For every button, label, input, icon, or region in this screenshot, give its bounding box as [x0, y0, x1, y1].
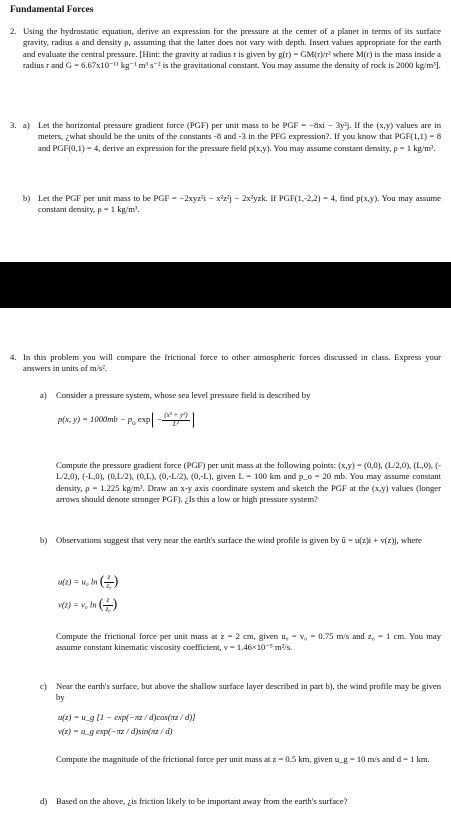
q4a-eq-denominator: L²	[172, 419, 179, 428]
q4b-eq1-den: z₀	[106, 581, 112, 590]
q2-number: 2.	[10, 26, 17, 36]
q4a-text: Compute the pressure gradient force (PGF) per unit mass at the following points: (x,y) = (0,0), (L/2,0), (L,0), (-L/2,0), (-L,0), (0,L/2), (0,L), (0,-L/2), (0,-L), given L = 100 km and p_o = 20 mb. You may assume constant density, ρ = 1.225 kg/m³. Draw an x-y axis coordinate system and sketch the PGF at the (x,y) values (longer arrows should denote stronger PGF). ¿Is this a low or high pressure system?	[56, 460, 441, 505]
q4b-text: Compute the frictional force per unit mass at z = 2 cm, given u₀ = v₀ = 0.75 m/s and z₀ = 1 cm. You may assume constant kinematic viscosity coefficient, ν = 1.46×10⁻⁵ m²/s.	[56, 631, 441, 653]
q2-text: Using the hydrostatic equation, derive an expression for the pressure at the center of a planet in terms of its surface gravity, radius a and density ρ, assuming that the latter does not vary with depth. Insert values appropriate for the earth and evaluate the central pressure. [Hint: the gravity at radius r is given by g(r) = GM(r)/r² where M(r) is the mass inside a radius r and G = 6.67x10⁻¹¹ kg⁻¹ m³ s⁻² is the gravitational constant. You may assume the density of rock is 2000 kg/m³].	[23, 26, 441, 71]
q4b-v-equation: v(z) = v₀ ln ( $\frac{z}{\text{z₀}}$ )	[58, 596, 118, 613]
q4-number: 4.	[10, 352, 17, 362]
q4a-eq-bracket: − $\frac{\text{(x² + y²)}}{\text{L²}}$	[152, 412, 193, 428]
q4b-eq1-lhs: u(z) = u₀ ln	[58, 576, 98, 587]
q4a-intro: Consider a pressure system, whose sea level pressure field is described by	[56, 390, 311, 400]
black-separator-band	[0, 262, 451, 308]
q4d-text: Based on the above, ¿is friction likely to be important away from the earth's surface?	[56, 796, 348, 806]
q3a-label: a)	[23, 120, 30, 130]
q4a-eq-numerator: (x² + y²)	[164, 411, 188, 419]
q4b-label: b)	[40, 535, 48, 545]
q4b-eq2-den: z₀	[105, 604, 111, 613]
problems-section-upper	[0, 0, 451, 262]
q4-intro: In this problem you will compare the frictional force to other atmospheric forces discussed in class. Express your answers in units of m/s².	[23, 352, 441, 374]
q4b-eq1-fraction	[104, 574, 113, 590]
q4a-eq-fraction	[162, 412, 189, 428]
q4b-eq1-num: z	[104, 574, 113, 583]
q4b-eq2-fraction	[103, 597, 112, 613]
q4a-label: a)	[40, 390, 47, 400]
q4c-v-equation: v(z) = u_g exp(−πz / d)sin(πz / d)	[58, 726, 173, 736]
q4c-u-equation: u(z) = u_g [1 − exp(−πz / d)cos(πz / d)]	[58, 712, 196, 722]
q4b-u-equation: u(z) = u₀ ln ( $\frac{z}{\text{z₀}}$ )	[58, 573, 119, 590]
q4b-eq2-num: z	[103, 597, 112, 606]
q4c-intro: Near the earth's surface, but above the shallow surface layer described in part b), the wind profile may be given by	[56, 681, 441, 703]
q3-number: 3.	[10, 120, 17, 130]
q4c-label: c)	[40, 681, 47, 691]
q4a-eq-exp: exp	[137, 414, 151, 425]
q4c-text: Compute the magnitude of the frictional force per unit mass at z = 0.5 km, given u_g = 10 m/s and d = 1 km.	[56, 754, 430, 764]
q4b-intro: Observations suggest that very near the earth's surface the wind profile is given by ū = u(z)i + v(z)j, where	[56, 535, 422, 545]
q4d-label: d)	[40, 796, 48, 806]
problems-section-lower	[0, 308, 451, 828]
q3a-text: Let the horizontal pressure gradient force (PGF) per unit mass to be PGF = −8xi − 3y²j. If the (x,y) values are in meters, ¿what should be the units of the constants -8 and -3 in the PFG expression?. If you know that PGF(1,1) = 8 and PGF(0,1) = 4, derive an expression for the pressure field p(x,y). You may assume constant density, ρ = 1 kg/m³.	[38, 120, 441, 153]
doc-title: Fundamental Forces	[10, 5, 94, 15]
q3b-label: b)	[23, 193, 31, 203]
q4a-eq-sub: o	[132, 418, 136, 427]
q3b-text: Let the PGF per unit mass to be PGF = −2xyz²i − x²z²j − 2x²yzk. If PGF(1,-2,2) = 4, find p(x,y). You may assume constant density, ρ = 1 kg/m³.	[38, 193, 441, 215]
q4a-pressure-equation	[58, 412, 194, 428]
q4a-eq-lhs: p(x, y) = 1000mb − p	[58, 414, 133, 425]
q4b-eq2-lhs: v(z) = v₀ ln	[58, 599, 97, 610]
